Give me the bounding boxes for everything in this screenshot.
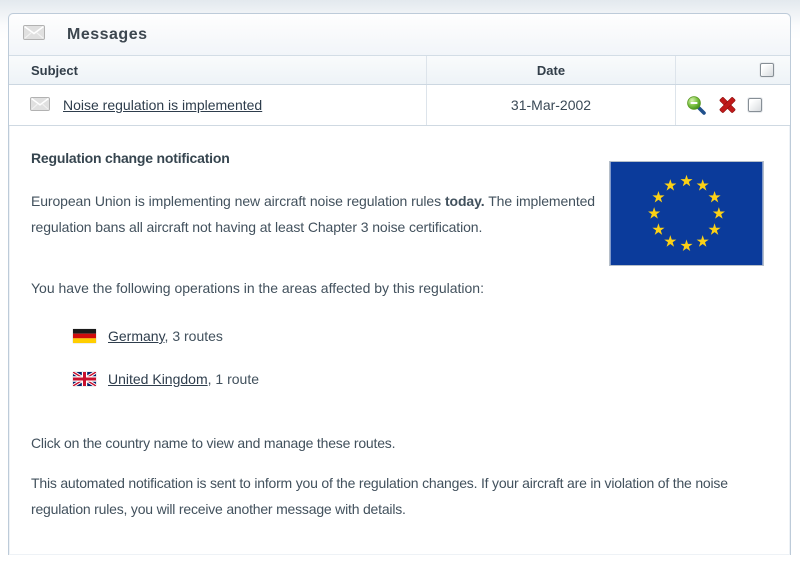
operation-item-uk bbox=[31, 371, 769, 387]
message-date: 31-Mar-2002 bbox=[510, 97, 592, 113]
message-row-checkbox[interactable] bbox=[748, 98, 762, 112]
panel-header bbox=[9, 14, 790, 56]
message-paragraph: European Union is implementing new aircraft noise regulation rules today. The implemented regulation bans all aircraft not having at least Chapter 3 noise certification. bbox=[31, 193, 595, 235]
messages-panel bbox=[8, 13, 791, 555]
delete-x-icon bbox=[718, 102, 737, 117]
operation-text bbox=[108, 371, 259, 387]
operation-item-germany bbox=[31, 328, 769, 344]
message-subject-link[interactable]: Noise regulation is implemented bbox=[63, 97, 263, 113]
view-message-button[interactable] bbox=[686, 95, 707, 115]
bold-today: today. bbox=[444, 193, 485, 209]
operation-text bbox=[108, 328, 223, 344]
footer-note: This automated notification is sent to inform you of the regulation changes. If your aircraft are in violation of the noise regulation rules, you will receive another message with details. bbox=[31, 475, 728, 517]
country-link-germany[interactable]: Germany bbox=[108, 328, 165, 344]
message-heading: Regulation change notification bbox=[31, 150, 230, 166]
magnifier-view-icon bbox=[686, 103, 707, 118]
route-count: , 1 route bbox=[207, 371, 259, 387]
germany-flag-icon bbox=[73, 329, 96, 343]
uk-flag-icon bbox=[73, 372, 96, 386]
country-link-united-kingdom[interactable]: United Kingdom bbox=[108, 371, 208, 387]
message-body bbox=[9, 126, 790, 552]
envelope-icon bbox=[30, 97, 50, 114]
click-instruction: Click on the country name to view and manage these routes. bbox=[31, 435, 396, 451]
eu-flag-image bbox=[609, 161, 764, 266]
route-count: , 3 routes bbox=[164, 328, 223, 344]
page-title: Messages bbox=[67, 25, 148, 43]
table-header-row bbox=[9, 56, 790, 85]
envelope-icon bbox=[23, 25, 45, 45]
select-all-checkbox[interactable] bbox=[760, 63, 774, 77]
date-column-header: Date bbox=[426, 56, 676, 84]
table-row bbox=[9, 85, 790, 126]
delete-message-button[interactable] bbox=[718, 96, 737, 114]
operations-intro: You have the following operations in the areas affected by this regulation: bbox=[31, 280, 484, 296]
subject-column-header: Subject bbox=[31, 62, 78, 78]
